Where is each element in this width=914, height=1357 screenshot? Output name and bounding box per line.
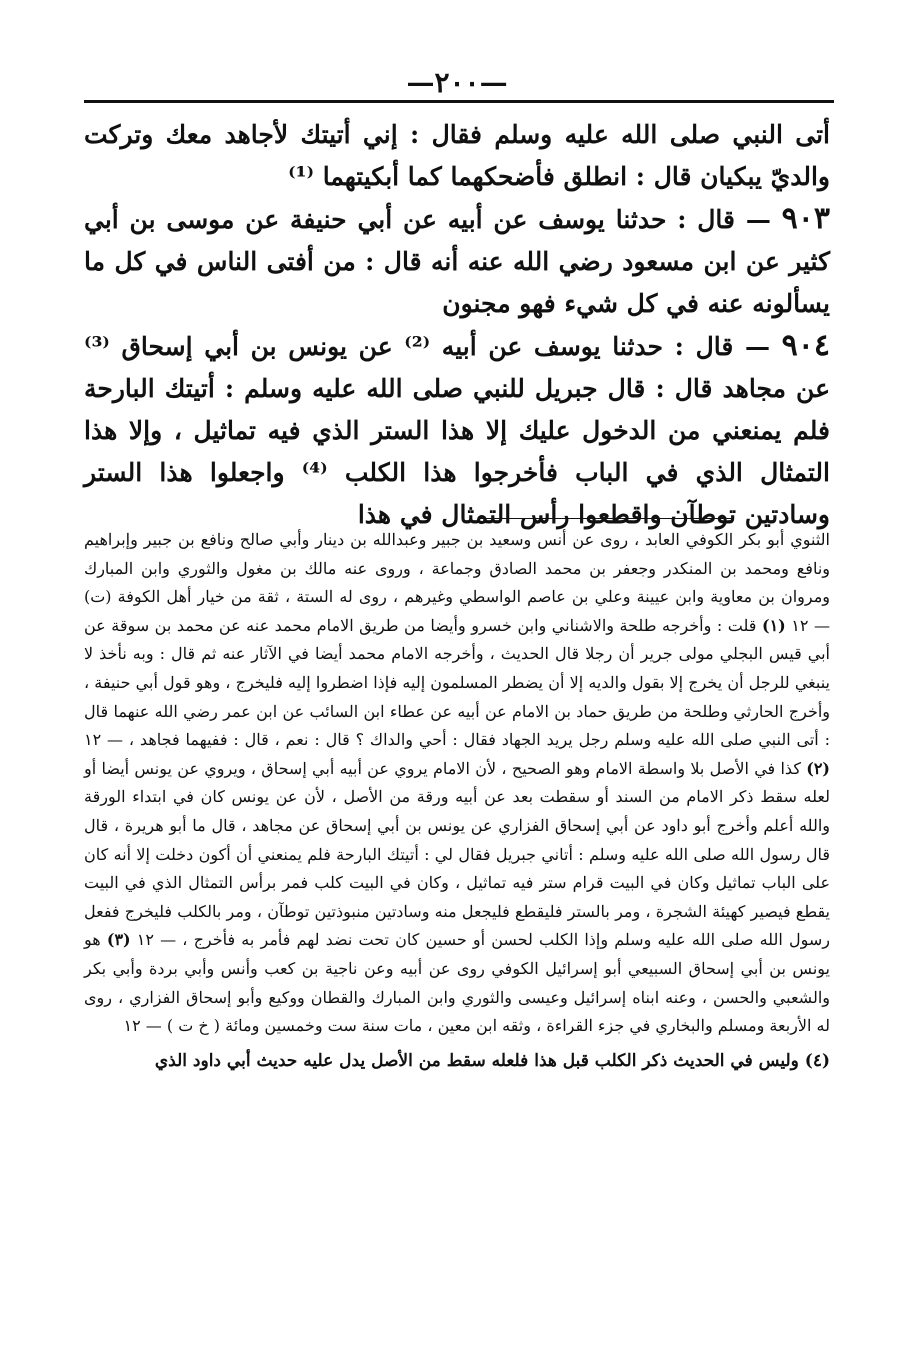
footnote-text: قلت : وأخرجه طلحة والاشناني وابن خسرو وأيضا من طريق الامام محمد عنه عن محمد بن سوقة عن أبي قيس البجلي مولى جرير أن رجلا قال الحديث ، وأخرجه الامام محمد أيضا في الآثار عنه ثم قال : وبه نأخذ لا ينبغي للرجل أن يخرج إلا بقول والديه إلا أن يضطر المسلمون إليه فإذا اضطروا إليه فليخرج ، وهو قول أبي حنيفة ، وأخرج الحارثي وطلحة من طريق حماد بن الامام عن أبيه عن عطاء ابن السائب عن ابن عمر رضي الله عنهما قال : أتى النبي صلى الله عليه وسلم رجل يريد الجهاد فقال : أحي والداك ؟ قال : نعم ، قال : ففيهما فجاهد ، — ١٢ bbox=[84, 615, 831, 750]
footnote-marker: (٣) bbox=[106, 930, 131, 950]
main-text bbox=[84, 114, 830, 536]
footnote-text: هو يونس بن أبي إسحاق السبيعي أبو إسرائيل الكوفي روى عن أبيه وعن ناجية بن كعب وأنس وأبي بردة وأبي بكر والشعبي والحسن ، وعنه ابناه إسرائيل وعيسى والثوري وابن المبارك والقطان ووكيع وأبو إسحاق الفزاري ، روى له الأربعة ومسلم والبخاري في جزء القراءة ، وثقه ابن معين ، مات سنة ست وخمسين ومائة ( خ ت ) — ١٢ bbox=[84, 930, 830, 1036]
hadith-number: ٩٠٤ bbox=[781, 328, 830, 363]
footnote-marker: (١) bbox=[761, 615, 786, 635]
header-rule bbox=[84, 100, 834, 103]
footnote-text: كذا في الأصل بلا واسطة الامام وهو الصحيح ، لأن الامام يروي عن أبيه أبي إسحاق ، ويروي عن يونس أيضا أو لعله سقط ذكر الامام من السند أو سقطت بعد عن أبيه ورقة من الأصل ، لأن عن يونس كان في ابتداء الورقة والله أعلم وأخرج أبو داود عن أبي إسحاق الفزاري عن يونس بن أبي إسحاق عن مجاهد ، قال ما أبو هريرة ، قال قال رسول الله صلى الله عليه وسلم : أتاني جبريل فقال لي : أتيتك البارحة فلم يمنعني أن أكون دخلت إلا أنه كان على الباب تماثيل وكان في البيت قرام ستر فيه تماثيل ، وكان في البيت كلب فمر برأس التمثال الذي في البيت يقطع فيصير كهيئة الشجرة ، ومر بالستر فليقطع فليجعل منه وسادتين منبوذتين توطآن ، ومر بالكلب فليخرج ففعل رسول الله صلى الله عليه وسلم وإذا الكلب لحسن أو حسين كان تحت نضد لهم فأمر به فأخرج ، — ١٢ bbox=[84, 758, 831, 950]
footnotes bbox=[84, 526, 830, 1075]
page-number: —٢٠٠— bbox=[406, 66, 508, 99]
hadith-paragraph bbox=[84, 325, 830, 536]
footnote-marker: (٢) bbox=[806, 758, 830, 778]
footnote-text: الثنوي أبو بكر الكوفي العابد ، روى عن أنس وسعيد بن جبير وعبدالله بن دينار وأبي صالح ونافع بن جبير وإبراهيم ونافع ومحمد بن المنكدر وجعفر بن محمد الصادق وجماعة ، وروى عنه مالك بن مغول والثوري وابن المبارك ومروان بن معاوية وابن عيينة وعلي بن عاصم الواسطي وغيرهم ، روى له الستة ، ثقة من خيار أهل الكوفة (ت) — ١٢ bbox=[84, 530, 831, 635]
footnote-marker: (٤) bbox=[804, 1050, 830, 1071]
hadith-number: ٩٠٣ bbox=[781, 201, 830, 236]
footnote-continuation bbox=[84, 526, 830, 1041]
hadith-paragraph bbox=[84, 198, 830, 325]
footnote-separator bbox=[478, 518, 734, 519]
hadith-text: — قال : حدثنا يوسف عن أبيه عن أبي حنيفة عن موسى بن أبي كثير عن ابن مسعود رضي الله عنه أنه قال : من أفتى الناس في كل ما يسألونه عنه في كل شيء فهو مجنون bbox=[84, 205, 830, 318]
footnote-text: وليس في الحديث ذكر الكلب قبل هذا فلعله سقط من الأصل يدل عليه حديث أبي داود الذي bbox=[154, 1050, 799, 1071]
hadith-text: — قال : حدثنا يوسف عن أبيه ⁽²⁾ عن يونس بن أبي إسحاق ⁽³⁾ عن مجاهد قال : قال جبريل للنبي صلى الله عليه وسلم : أتيتك البارحة فلم يمنعني من الدخول عليك إلا هذا الستر الذي فيه تماثيل ، وإلا هذا التمثال الذي في الباب فأخرجوا هذا الكلب ⁽⁴⁾ واجعلوا هذا الستر وسادتين توطآن واقطعوا رأس التمثال في هذا bbox=[84, 332, 830, 529]
paragraph-text: أتى النبي صلى الله عليه وسلم فقال : إني أتيتك لأجاهد معك وتركت والديّ يبكيان قال : انطلق فأضحكهما كما أبكيتهما ⁽¹⁾ bbox=[84, 120, 830, 191]
footnote-last bbox=[84, 1047, 830, 1076]
paragraph-continuation bbox=[84, 114, 830, 198]
